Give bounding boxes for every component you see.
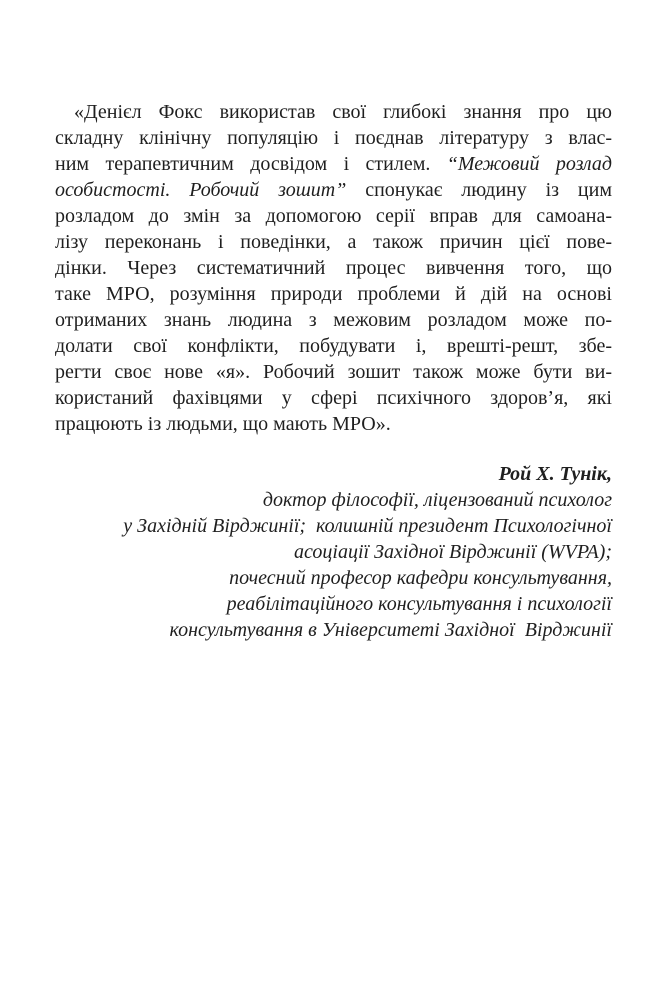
- text-segment: асоціації Західної Вірджинії (WVPA);: [294, 541, 612, 563]
- text-segment: спонукає людину із цим: [346, 179, 612, 201]
- testimonial-quote: [55, 99, 612, 437]
- quote-line: [55, 307, 612, 333]
- text-segment: доктор філософії, ліцензований психолог: [262, 489, 612, 511]
- text-segment: регти своє нове «я». Робочий зошит також може бути ви-: [55, 361, 612, 383]
- quote-line: [55, 229, 612, 255]
- attribution-block: [55, 461, 612, 643]
- attribution-line: [55, 591, 612, 617]
- text-segment: складну клінічну популяцію і поєднав літературу з влас-: [55, 127, 612, 149]
- text-segment: реабілітаційного консультування і психології: [226, 593, 612, 615]
- text-segment: працюють із людьми, що мають МРО».: [55, 413, 391, 435]
- quote-line: [55, 203, 612, 229]
- text-segment: дінки. Через систематичний процес вивчення того, що: [55, 257, 612, 279]
- text-segment: «Денієл Фокс використав свої глибокі знання про цю: [74, 101, 612, 123]
- text-segment: у Західній Вірджинії; колишній президент Психологічної: [123, 515, 612, 537]
- quote-line: [55, 385, 612, 411]
- quote-line: [55, 99, 612, 125]
- quote-line: [55, 359, 612, 385]
- text-segment: таке МРО, розуміння природи проблеми й дій на основі: [55, 283, 612, 305]
- quote-line: [55, 151, 612, 177]
- attribution-line: [55, 487, 612, 513]
- attribution-line: [55, 617, 612, 643]
- text-segment: отриманих знань людина з межовим розладом може по-: [55, 309, 612, 331]
- text-segment: особистості. Робочий зошит”: [55, 179, 347, 201]
- quote-line: [55, 333, 612, 359]
- text-segment: розладом до змін за допомогою серії вправ для самоана-: [55, 205, 612, 227]
- text-segment: долати свої конфлікти, побудувати і, врешті-решт, збе-: [55, 335, 612, 357]
- text-segment: почесний професор кафедри консультування,: [229, 567, 612, 589]
- text-segment: лізу переконань і поведінки, а також причин цієї пове-: [55, 231, 612, 253]
- attribution-line: [55, 513, 612, 539]
- quote-line: [55, 125, 612, 151]
- text-segment: консультування в Університеті Західної Вірджинії: [169, 619, 612, 641]
- text-segment: Рой Х. Тунік,: [498, 463, 612, 485]
- attribution-line: [55, 461, 612, 487]
- quote-line: [55, 281, 612, 307]
- quote-line: [55, 411, 612, 437]
- quote-line: [55, 255, 612, 281]
- attribution-line: [55, 565, 612, 591]
- quote-line: [55, 177, 612, 203]
- text-segment: “Межовий розлад: [446, 153, 612, 175]
- text-segment: користаний фахівцями у сфері психічного здоров’я, які: [55, 387, 612, 409]
- attribution-line: [55, 539, 612, 565]
- text-segment: ним терапевтичним досвідом і стилем.: [55, 153, 447, 175]
